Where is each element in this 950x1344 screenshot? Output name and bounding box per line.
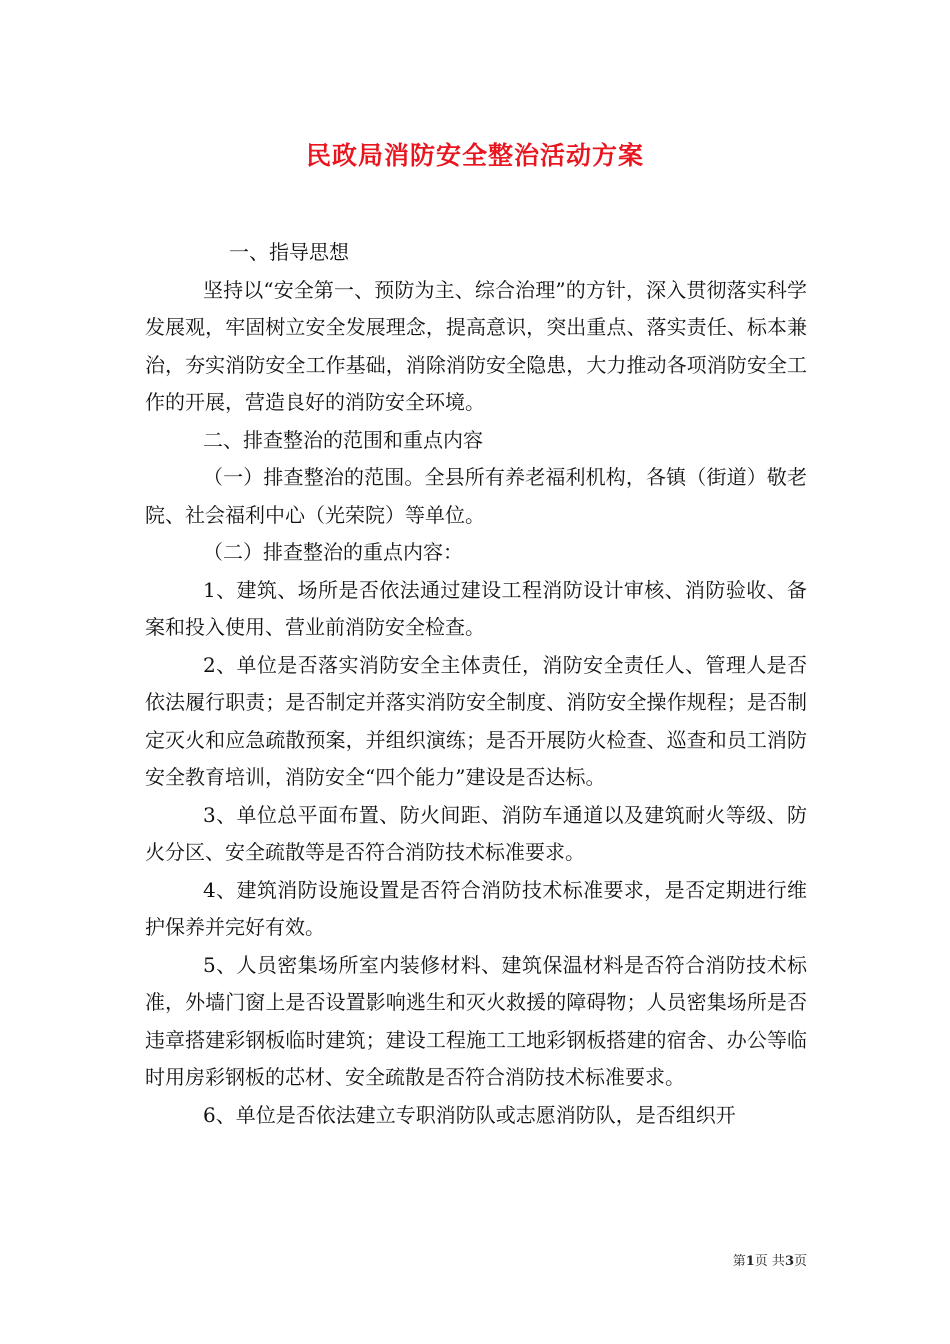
footer-current-page: 1 [745,1254,755,1269]
page-footer [0,1250,807,1269]
document-title: 民政局消防安全整治活动方案 [305,141,644,170]
list-item-5: 5、人员密集场所室内装修材料、建筑保温材料是否符合消防技术标准，外墙门窗上是否设置影响逃生和灭火救援的障碍物；人员密集场所是否违章搭建彩钢板临时建筑；建设工程施工工地彩钢板搭建的宿舍、办公等临时用房彩钢板的芯材、安全疏散是否符合消防技术标准要求。 [145,952,807,1089]
section-heading-scope: 二、排查整治的范围和重点内容 [203,427,483,452]
list-item-1: 1、建筑、场所是否依法通过建设工程消防设计审核、消防验收、备案和投入使用、营业前消防安全检查。 [145,577,807,639]
list-item-4: 4、建筑消防设施设置是否符合消防技术标准要求，是否定期进行维护保养并完好有效。 [145,877,807,939]
footer-suffix: 页 [793,1254,807,1269]
paragraph-guiding-ideology: 坚持以“安全第一、预防为主、综合治理”的方针，深入贯彻落实科学发展观，牢固树立安全发展理念，提高意识，突出重点、落实责任、标本兼治，夯实消防安全工作基础，消除消防安全隐患，大力推动各项消防安全工作的开展，营造良好的消防安全环境。 [145,277,807,414]
paragraph-scope: （一）排查整治的范围。全县所有养老福利机构，各镇（街道）敬老院、社会福利中心（光荣院）等单位。 [145,465,807,527]
subheading-key-content: （二）排查整治的重点内容： [203,540,463,564]
footer-prefix: 第 [732,1254,746,1269]
footer-total-pages: 3 [784,1254,794,1269]
list-item-6: 6、单位是否依法建立专职消防队或志愿消防队，是否组织开 [203,1102,736,1127]
list-item-3: 3、单位总平面布置、防火间距、消防车通道以及建筑耐火等级、防火分区、安全疏散等是否符合消防技术标准要求。 [145,802,807,864]
document-body [145,234,807,1134]
list-item-2: 2、单位是否落实消防安全主体责任，消防安全责任人、管理人是否依法履行职责；是否制定并落实消防安全制度、消防安全操作规程；是否制定灭火和应急疏散预案，并组织演练；是否开展防火检查、巡查和员工消防安全教育培训，消防安全“四个能力”建设是否达标。 [145,652,807,789]
section-heading-guiding-ideology: 一、指导思想 [229,240,349,264]
footer-middle: 页 共 [754,1254,785,1269]
